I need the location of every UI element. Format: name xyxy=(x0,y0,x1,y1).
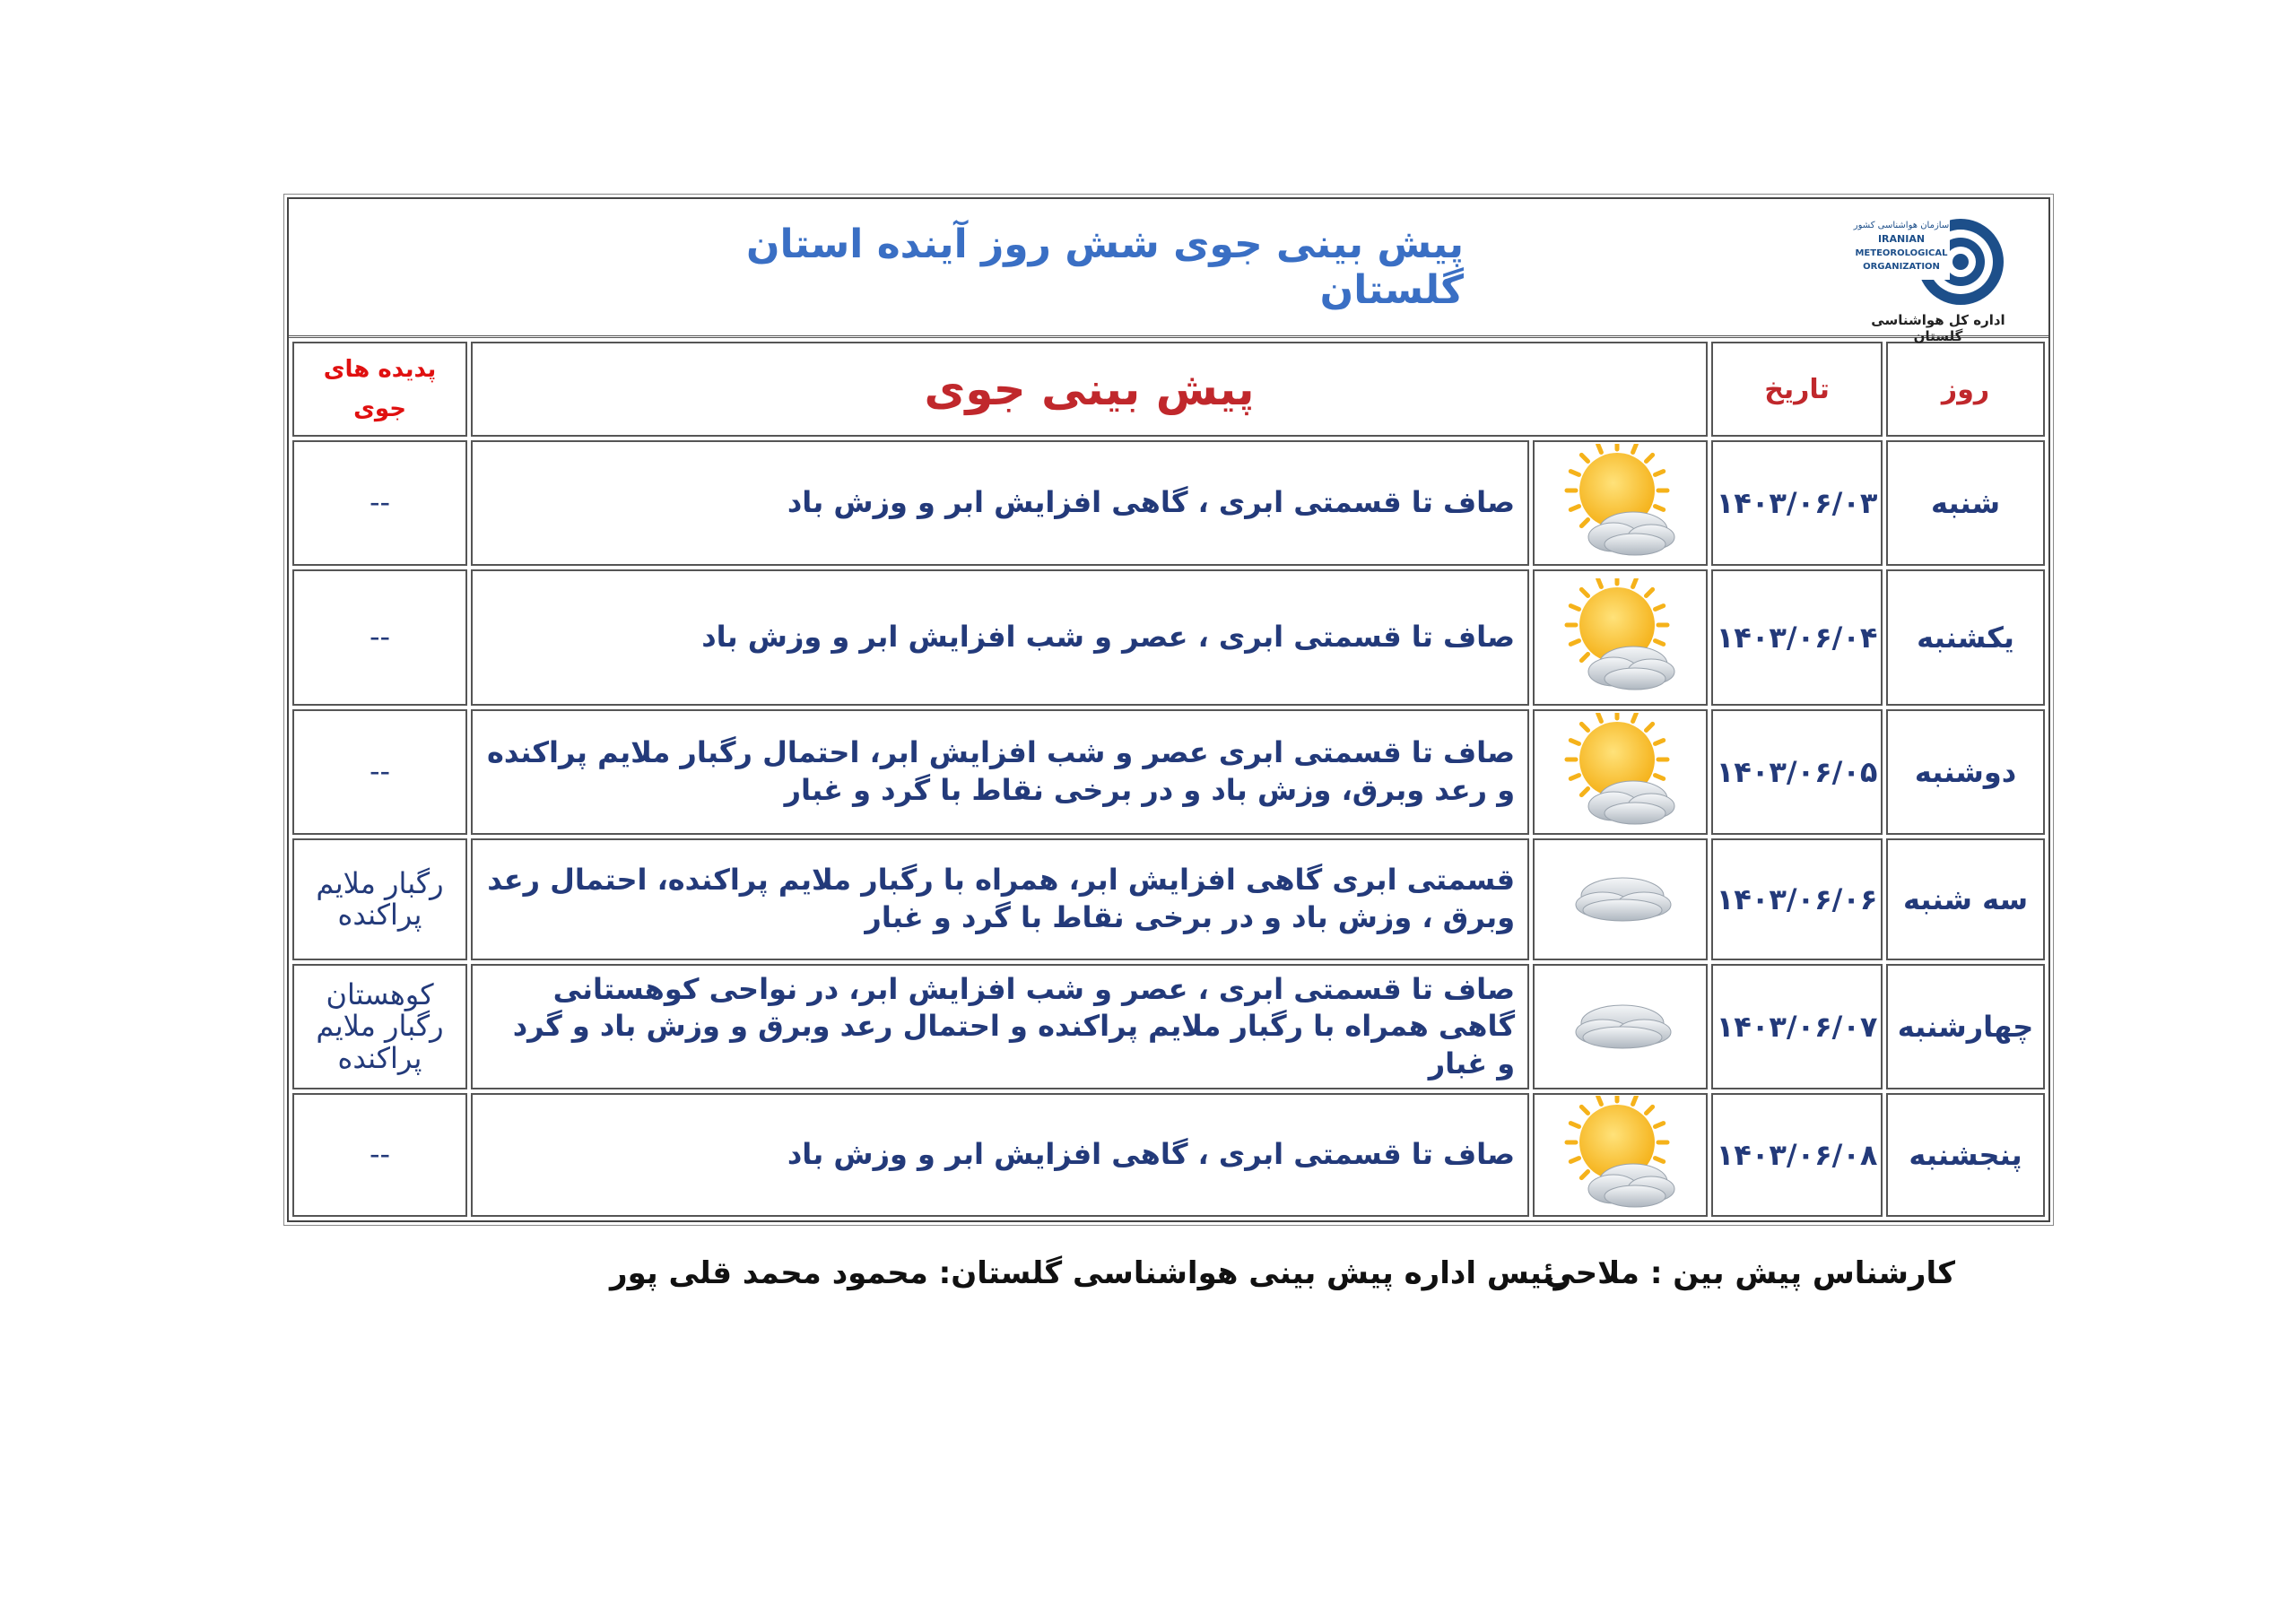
header-row-columns xyxy=(292,342,2045,437)
day-cell: یکشنبه xyxy=(1886,569,2045,706)
forecast-row xyxy=(292,964,2045,1089)
weather-icon-cell xyxy=(1533,964,1708,1089)
forecast-text: صاف تا قسمتی ابری ، گاهی افزایش ابر و وزش باد xyxy=(471,440,1529,566)
department-head: رئیس اداره پیش بینی هواشناسی گلستان: محمود محمد قلی پور xyxy=(610,1255,1572,1291)
partly-cloudy-icon xyxy=(1535,713,1706,831)
phenomena-cell: رگبار ملایم پراکنده xyxy=(292,838,467,960)
phenomena-cell: -- xyxy=(292,1093,467,1217)
column-header-day: روز xyxy=(1886,342,2045,437)
forecast-text: صاف تا قسمتی ابری ، عصر و شب افزایش ابر و وزش باد xyxy=(471,569,1529,706)
day-cell: چهارشنبه xyxy=(1886,964,2045,1089)
logo-text-fa: سازمان هواشناسی کشور xyxy=(1853,221,1950,230)
weather-icon-cell xyxy=(1533,709,1708,835)
header-row xyxy=(289,199,2048,344)
date-cell: ۱۴۰۳/۰۶/۰۶ xyxy=(1711,838,1883,960)
phenomena-cell: -- xyxy=(292,569,467,706)
phenomena-cell: کوهستان رگبار ملایم پراکنده xyxy=(292,964,467,1089)
footer xyxy=(610,1255,1955,1309)
logo-text-3: ORGANIZATION xyxy=(1863,262,1940,272)
forecaster-name: کارشناس پیش بین : ملاحی xyxy=(1544,1255,1955,1291)
forecast-row xyxy=(292,1093,2045,1217)
weather-icon-cell xyxy=(1533,1093,1708,1217)
date-cell: ۱۴۰۳/۰۶/۰۳ xyxy=(1711,440,1883,566)
forecast-table xyxy=(289,338,2048,1220)
column-header-phenomena: پدیده های جوی xyxy=(292,342,467,437)
phenomena-cell: -- xyxy=(292,709,467,835)
day-cell: شنبه xyxy=(1886,440,2045,566)
forecast-row xyxy=(292,709,2045,835)
forecast-text: صاف تا قسمتی ابری ، گاهی افزایش ابر و وزش باد xyxy=(471,1093,1529,1217)
date-cell: ۱۴۰۳/۰۶/۰۴ xyxy=(1711,569,1883,706)
partly-cloudy-icon xyxy=(1535,1096,1706,1214)
page-title: پیش بینی جوی شش روز آینده استان گلستان xyxy=(746,221,1464,313)
date-cell: ۱۴۰۳/۰۶/۰۵ xyxy=(1711,709,1883,835)
cloudy-icon xyxy=(1535,968,1706,1086)
weather-icon-cell xyxy=(1533,838,1708,960)
forecast-row xyxy=(292,838,2045,960)
logo-caption: اداره کل هواشناسی گلستان xyxy=(1871,312,2005,344)
cloudy-icon xyxy=(1535,840,1706,959)
day-cell: دوشنبه xyxy=(1886,709,2045,835)
forecast-row xyxy=(292,440,2045,566)
partly-cloudy-icon xyxy=(1535,444,1706,562)
day-cell: پنجشنبه xyxy=(1886,1093,2045,1217)
column-header-date: تاریخ xyxy=(1711,342,1883,437)
partly-cloudy-icon xyxy=(1535,578,1706,697)
irimo-logo-icon xyxy=(1853,215,2023,325)
forecast-text: صاف تا قسمتی ابری عصر و شب افزایش ابر، احتمال رگبار ملایم پراکنده و رعد وبرق، وزش باد و در برخی نقاط با گرد و غبار xyxy=(471,709,1529,835)
phenomena-cell: -- xyxy=(292,440,467,566)
logo-text-2: METEOROLOGICAL xyxy=(1855,248,1948,258)
logo-text-1: IRANIAN xyxy=(1877,233,1926,245)
column-header-forecast: پیش بینی جوی xyxy=(471,342,1708,437)
day-cell: سه شنبه xyxy=(1886,838,2045,960)
date-cell: ۱۴۰۳/۰۶/۰۷ xyxy=(1711,964,1883,1089)
date-cell: ۱۴۰۳/۰۶/۰۸ xyxy=(1711,1093,1883,1217)
forecast-text: صاف تا قسمتی ابری ، عصر و شب افزایش ابر، در نواحی کوهستانی گاهی همراه با رگبار ملایم پراکنده و احتمال رعد وبرق و وزش باد و گرد و غبار xyxy=(471,964,1529,1089)
forecast-sheet xyxy=(287,197,2050,1222)
forecast-row xyxy=(292,569,2045,706)
forecast-text: قسمتی ابری گاهی افزایش ابر، همراه با رگبار ملایم پراکنده، احتمال رعد وبرق ، وزش باد و در برخی نقاط با گرد و غبار xyxy=(471,838,1529,960)
weather-icon-cell xyxy=(1533,440,1708,566)
weather-icon-cell xyxy=(1533,569,1708,706)
